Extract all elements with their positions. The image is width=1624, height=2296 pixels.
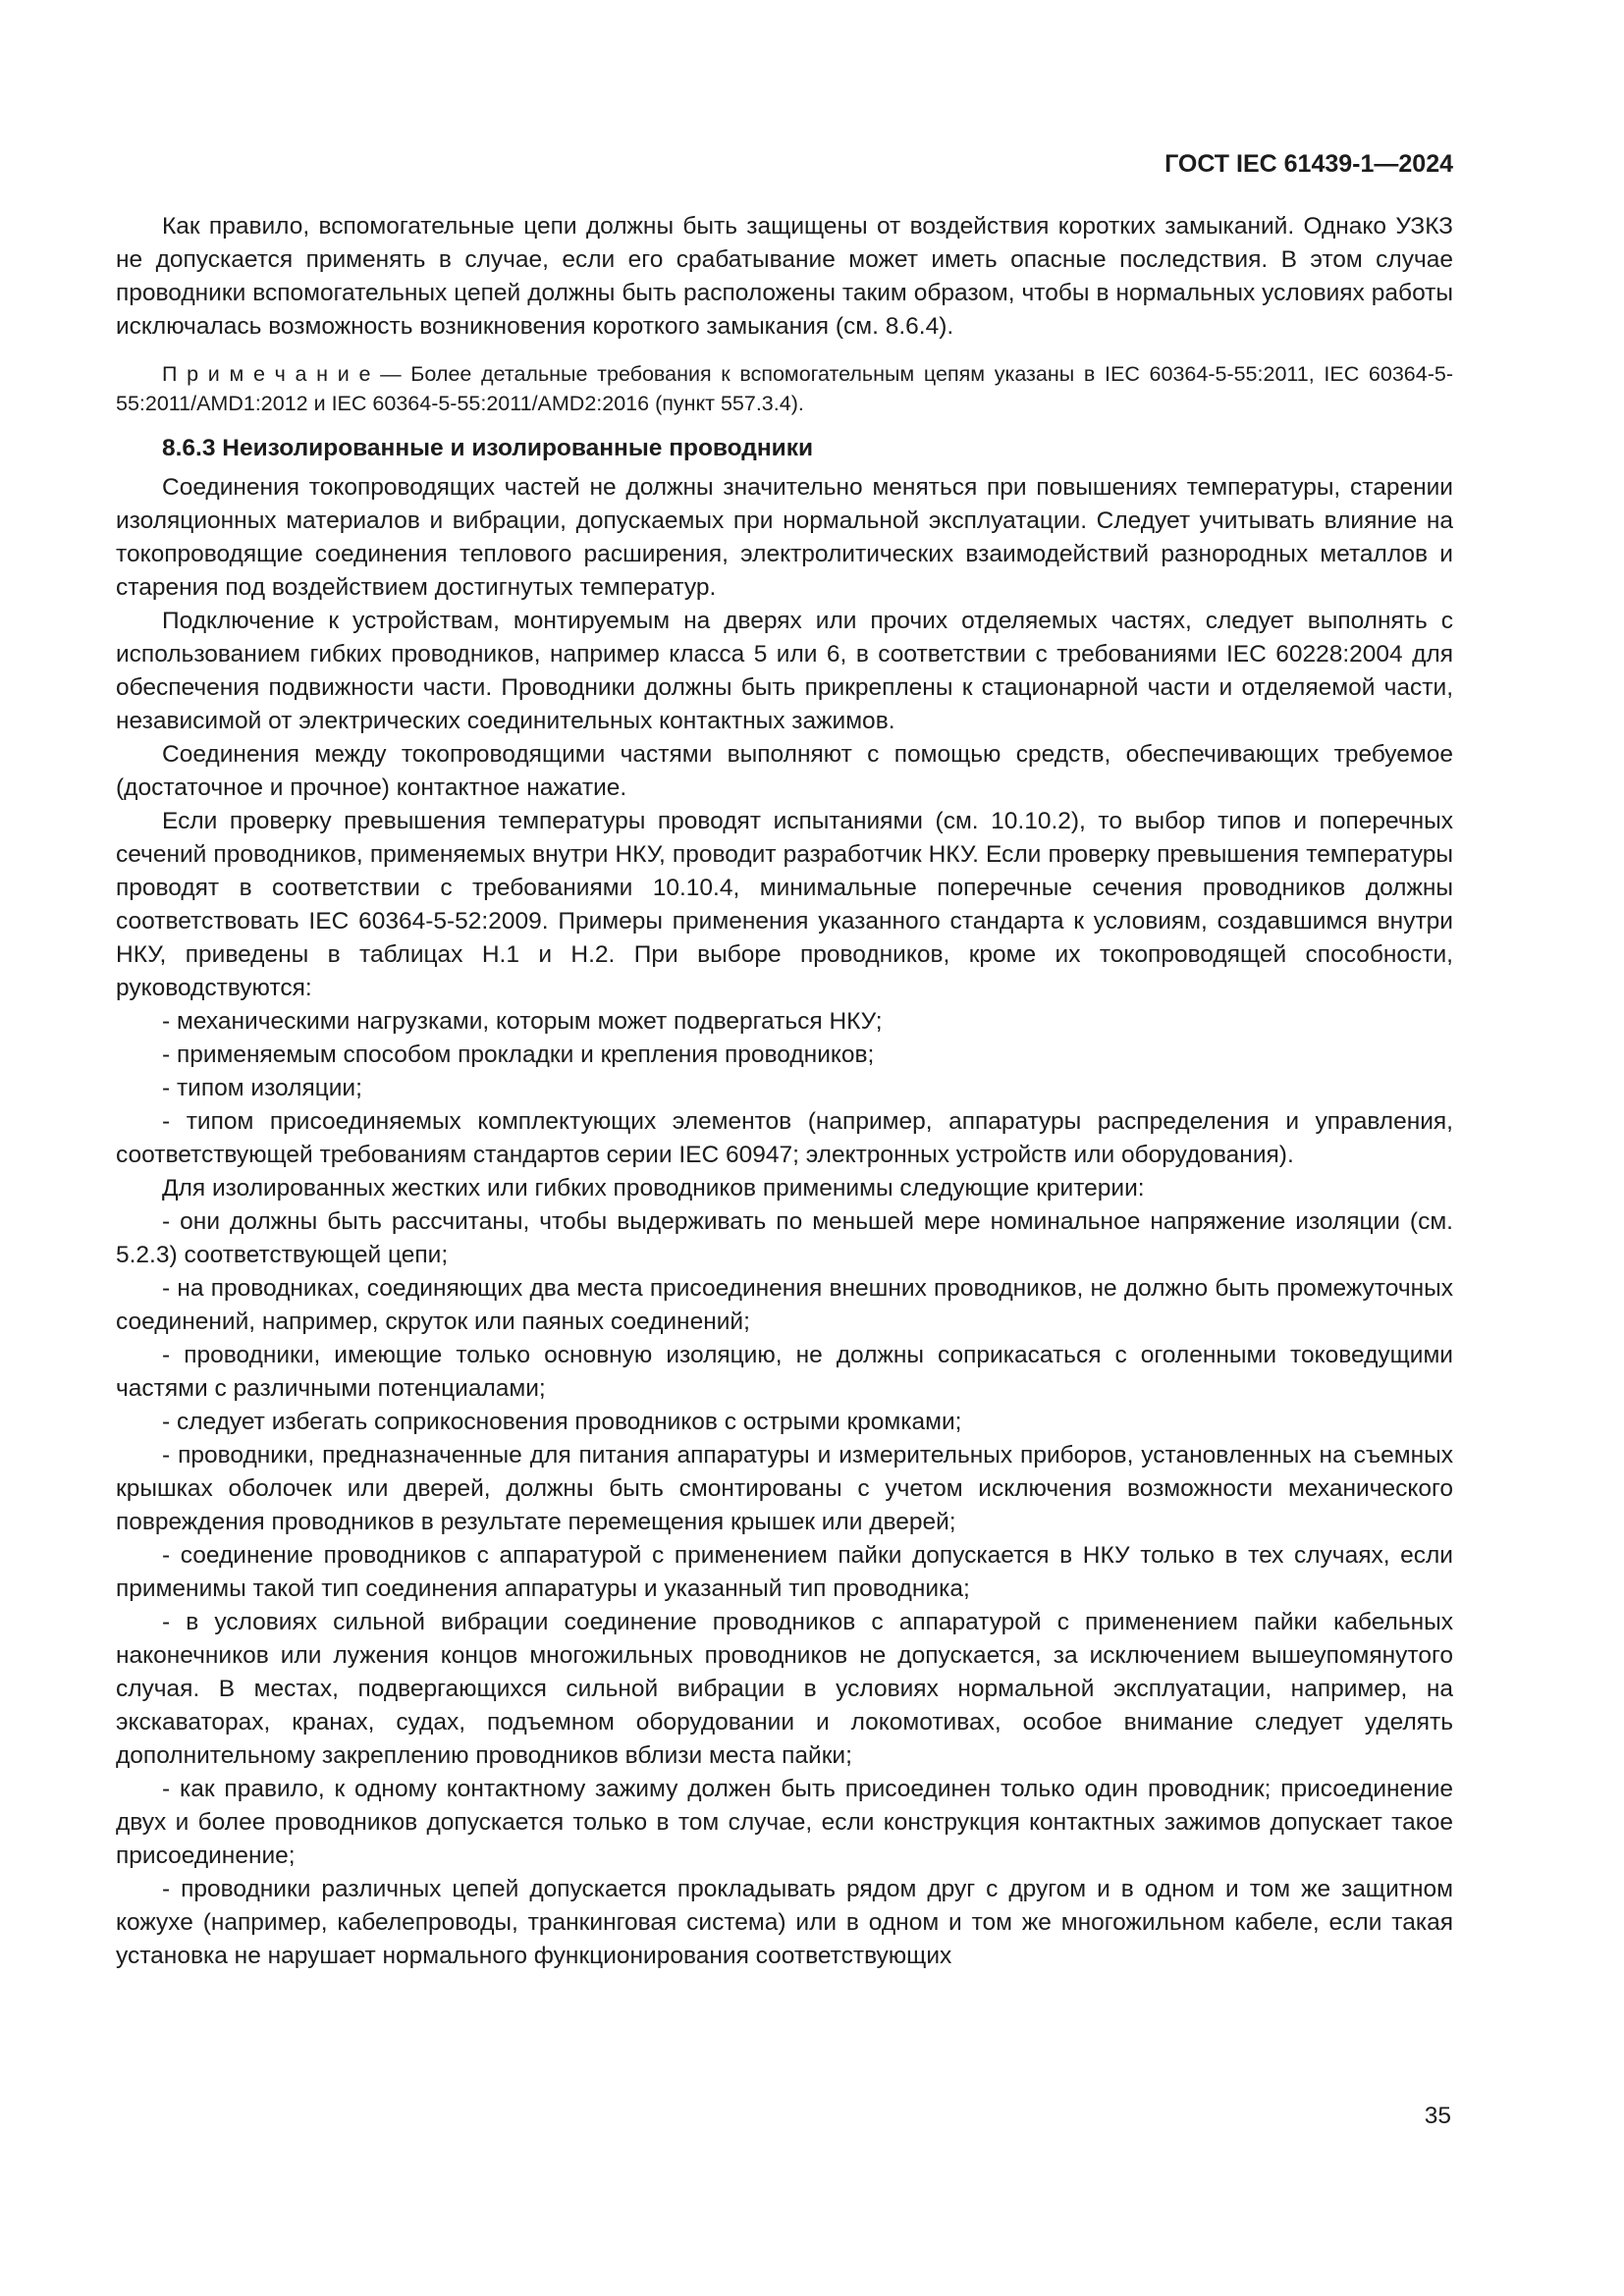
document-content-area — [116, 149, 1453, 1973]
list-item: - проводники различных цепей допускается прокладывать рядом друг с другом и в одном и том же защитном кожухе (например, кабелепроводы, транкинговая система) или в одном и том же многожильном кабеле, если такая установка не нарушает нормального функционирования соответствующих — [116, 1876, 1453, 1969]
paragraph: Подключение к устройствам, монтируемым на дверях или прочих отделяемых частях, следует выполнять с использованием гибких проводников, например класса 5 или 6, в соответствии с требованиями IEC 60228:2004 для обеспечения подвижности части. Проводники должны быть прикреплены к стационарной части и отделяемой части, независимой от электрических соединительных контактных зажимов. — [116, 608, 1453, 734]
paragraph: Для изолированных жестких или гибких проводников применимы следующие критерии: — [162, 1175, 1145, 1201]
list-item: - на проводниках, соединяющих два места присоединения внешних проводников, не должно быть промежуточных соединений, например, скруток или паяных соединений; — [116, 1275, 1453, 1335]
paragraph: Если проверку превышения температуры проводят испытаниями (см. 10.10.2), то выбор типов и поперечных сечений проводников, применяемых внутри НКУ, проводит разработчик НКУ. Если проверку превышения температуры проводят в соответствии с требованиями 10.10.4, минимальные поперечные сечения проводников должны соответствовать IEC 60364-5-52:2009. Примеры применения указанного стандарта к условиям, создавшимся внутри НКУ, приведены в таблицах Н.1 и Н.2. При выборе проводников, кроме их токопроводящей способности, руководствуются: — [116, 808, 1453, 1001]
paragraph: Соединения токопроводящих частей не должны значительно меняться при повышениях температуры, старении изоляционных материалов и вибрации, допускаемых при нормальной эксплуатации. Следует учитывать влияние на токопроводящие соединения теплового расширения, электролитических взаимодействий разнородных металлов и старения под воздействием достигнутых температур. — [116, 474, 1453, 601]
list-item: - механическими нагрузками, которым может подвергаться НКУ; — [162, 1008, 883, 1035]
paragraph: Как правило, вспомогательные цепи должны быть защищены от воздействия коротких замыканий. Однако УЗКЗ не допускается применять в случае, если его срабатывание может иметь опасные последствия. В этом случае проводники вспомогательных цепей должны быть расположены таким образом, чтобы в нормальных условиях работы исключалась возможность возникновения короткого замыкания (см. 8.6.4). — [116, 213, 1453, 340]
document-header-code: ГОСТ IEC 61439-1—2024 — [1164, 150, 1453, 178]
paragraph: Соединения между токопроводящими частями выполняют с помощью средств, обеспечивающих требуемое (достаточное и прочное) контактное нажатие. — [116, 741, 1453, 801]
list-item: - типом присоединяемых комплектующих элементов (например, аппаратуры распределения и управления, соответствующей требованиям стандартов серии IEC 60947; электронных устройств или оборудования). — [116, 1108, 1453, 1168]
list-item: - как правило, к одному контактному зажиму должен быть присоединен только один проводник; присоединение двух и более проводников допускается только в том случае, если конструкция контактных зажимов допускает такое присоединение; — [116, 1776, 1453, 1869]
list-item: - типом изоляции; — [162, 1075, 362, 1101]
list-item: - они должны быть рассчитаны, чтобы выдерживать по меньшей мере номинальное напряжение изоляции (см. 5.2.3) соответствующей цепи; — [116, 1208, 1453, 1268]
list-item: - применяемым способом прокладки и крепления проводников; — [162, 1041, 875, 1068]
list-item: - следует избегать соприкосновения проводников с острыми кромками; — [162, 1409, 962, 1435]
note-paragraph: П р и м е ч а н и е — Более детальные требования к вспомогательным цепям указаны в IEC 60364-5-55:2011, IEC 60364-5-55:2011/AMD1:2012 и IEC 60364-5-55:2011/AMD2:2016 (пункт 557.3.4). — [116, 362, 1453, 415]
list-item: - проводники, имеющие только основную изоляцию, не должны соприкасаться с оголенными токоведущими частями с различными потенциалами; — [116, 1342, 1453, 1402]
list-item: - соединение проводников с аппаратурой с применением пайки допускается в НКУ только в тех случаях, если применимы такой тип соединения аппаратуры и указанный тип проводника; — [116, 1542, 1453, 1602]
section-heading: 8.6.3 Неизолированные и изолированные проводники — [162, 435, 814, 461]
list-item: - проводники, предназначенные для питания аппаратуры и измерительных приборов, установленных на съемных крышках оболочек или дверей, должны быть смонтированы с учетом исключения возможности механического повреждения проводников в результате перемещения крышек или дверей; — [116, 1442, 1453, 1535]
list-item: - в условиях сильной вибрации соединение проводников с аппаратурой с применением пайки кабельных наконечников или лужения концов многожильных проводников не допускается, за исключением вышеупомянутого случая. В местах, подвергающихся сильной вибрации в условиях нормальной эксплуатации, например, на экскаваторах, кранах, судах, подъемном оборудовании и локомотивах, особое внимание следует уделять дополнительному закреплению проводников вблизи места пайки; — [116, 1609, 1453, 1769]
page-number: 35 — [1424, 2103, 1451, 2129]
